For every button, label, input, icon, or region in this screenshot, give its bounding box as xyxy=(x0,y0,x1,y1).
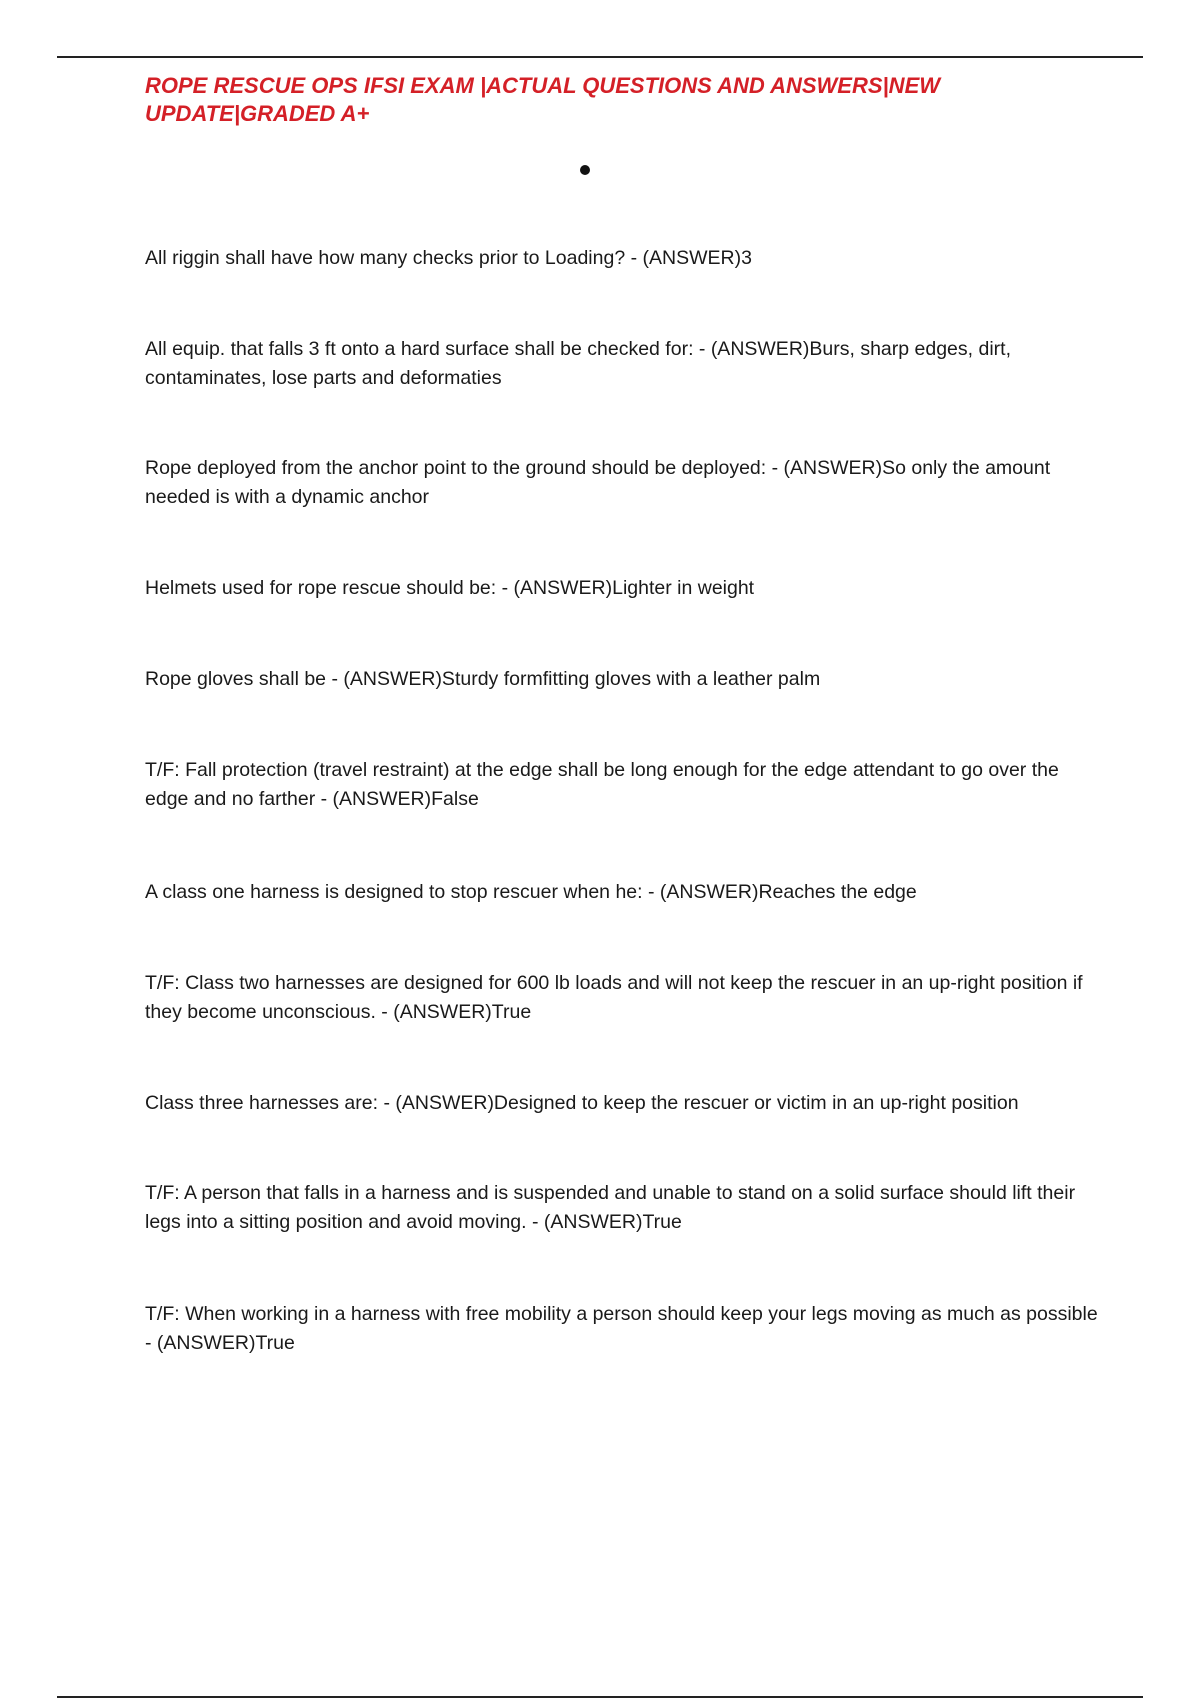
qa-item: Rope gloves shall be - (ANSWER)Sturdy formfitting gloves with a leather palm xyxy=(145,668,821,690)
qa-item: T/F: A person that falls in a harness and is suspended and unable to stand on a solid surface should lift their legs into a sitting position and avoid moving. - (ANSWER)True xyxy=(145,1182,1076,1233)
qa-item: T/F: When working in a harness with free mobility a person should keep your legs moving as much as possible - (ANSWER)True xyxy=(145,1303,1098,1354)
top-rule xyxy=(57,56,1143,58)
bullet-marker xyxy=(580,165,590,175)
qa-item: A class one harness is designed to stop rescuer when he: - (ANSWER)Reaches the edge xyxy=(145,881,917,903)
qa-item: Class three harnesses are: - (ANSWER)Designed to keep the rescuer or victim in an up-right position xyxy=(145,1092,1019,1114)
bottom-rule xyxy=(57,1696,1143,1698)
qa-item: T/F: Fall protection (travel restraint) at the edge shall be long enough for the edge attendant to go over the edge and no farther - (ANSWER)False xyxy=(145,759,1059,810)
document-title: ROPE RESCUE OPS IFSI EXAM |ACTUAL QUESTIONS AND ANSWERS|NEW UPDATE|GRADED A+ xyxy=(145,73,941,126)
qa-item: All riggin shall have how many checks prior to Loading? - (ANSWER)3 xyxy=(145,247,752,269)
qa-item: Rope deployed from the anchor point to the ground should be deployed: - (ANSWER)So only the amount needed is with a dynamic anchor xyxy=(145,457,1051,508)
qa-item: Helmets used for rope rescue should be: - (ANSWER)Lighter in weight xyxy=(145,577,755,599)
qa-item: All equip. that falls 3 ft onto a hard surface shall be checked for: - (ANSWER)Burs, sharp edges, dirt, contaminates, lose parts and deformaties xyxy=(145,338,1011,389)
qa-item: T/F: Class two harnesses are designed for 600 lb loads and will not keep the rescuer in an up-right position if they become unconscious. - (ANSWER)True xyxy=(145,972,1083,1023)
